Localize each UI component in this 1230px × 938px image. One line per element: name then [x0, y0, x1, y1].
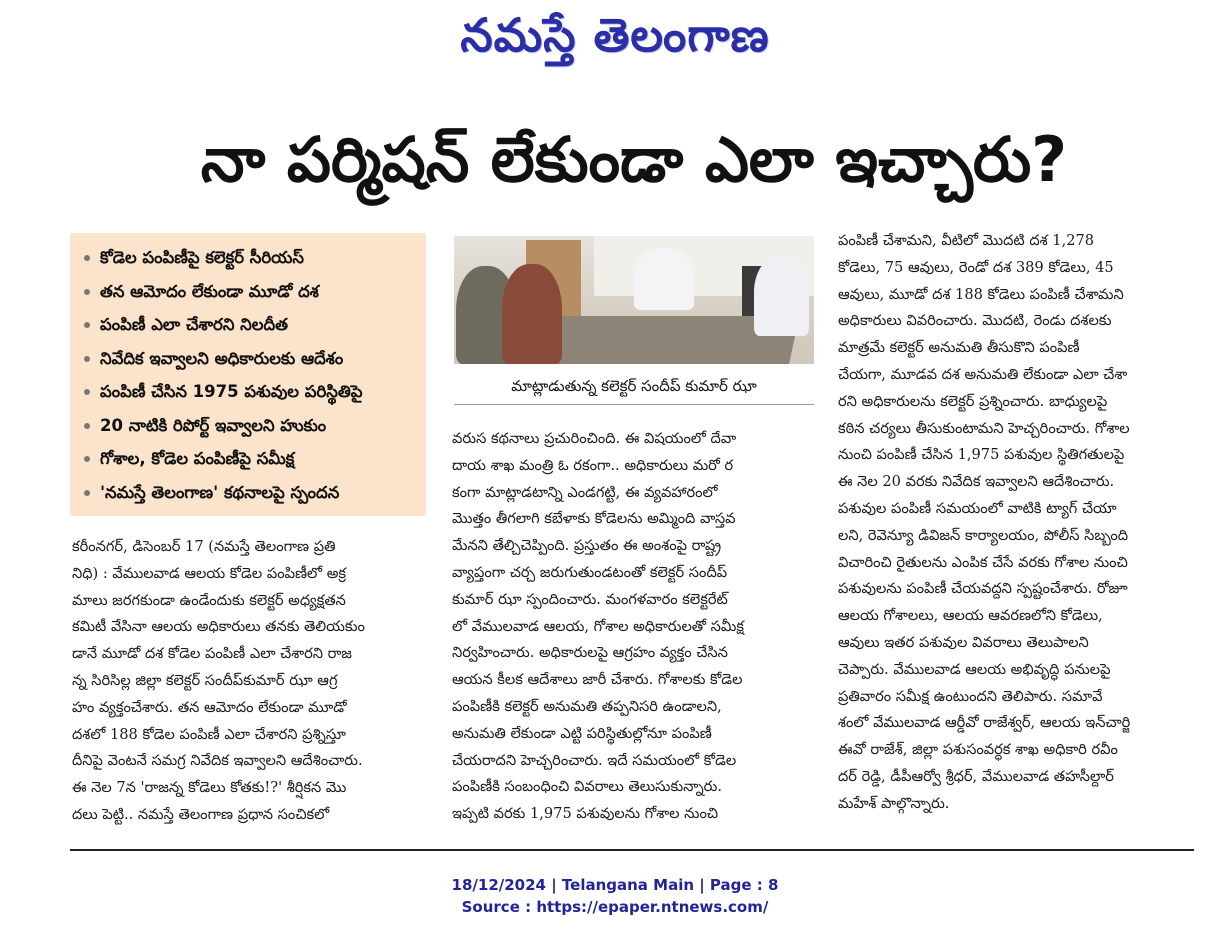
body-line: దీనిపై వెంటనే సమగ్ర నివేదిక ఇవ్వాలని ఆదేశించారు.: [72, 752, 363, 770]
body-line: అధికారులు వివరించారు. మొదటి, రెండు దశలకు: [838, 312, 1112, 330]
body-line: వ్యాప్తంగా చర్చ జరుగుతుండటంతో కలెక్టర్ సందీప్: [452, 563, 728, 581]
body-line: చేయరాదని హెచ్చరించారు. ఇదే సమయంలో కోడెల: [452, 751, 737, 769]
collector-meeting-photo: [454, 236, 814, 364]
body-line: ప్రతివారం సమీక్ష ఉంటుందని తెలిపారు. సమావే: [838, 687, 1103, 705]
article-column-3: [838, 228, 1196, 818]
body-line: ఈ నెల 20 వరకు నివేదిక ఇవ్వాలని ఆదేశించారు.: [838, 473, 1115, 491]
body-line: నుంచి పంపిణీ చేసిన 1,975 పశువుల స్థితిగతులపై: [838, 446, 1125, 464]
body-line: పశువులను పంపిణీ చేయవద్దని స్పష్టంచేశారు. రోజూ: [838, 580, 1128, 598]
body-line: ఈవో రాజేశ్, జిల్లా పశుసంవర్ధక శాఖ అధికారి రవీం: [838, 741, 1118, 759]
body-line: నిధి) : వేములవాడ ఆలయ కోడెల పంపిణీలో అక్ర: [72, 564, 346, 582]
page-footer: [0, 874, 1230, 918]
body-line: పంపిణీకి సంబంధించి వివరాలు తెలుసుకున్నారు.: [452, 778, 722, 796]
body-line: రని అధికారులను కలెక్టర్ ప్రశ్నించారు. బాధ్యులపై: [838, 392, 1108, 410]
photo-person: [502, 264, 562, 364]
article-headline: నా పర్మిషన్ లేకుండా ఎలా ఇచ్చారు?: [200, 123, 1068, 196]
body-line: పశువుల పంపిణీ సమయంలో వాటికి ట్యాగ్ చేయా: [838, 499, 1117, 517]
body-line: కఠిన చర్యలు తీసుకుంటామని హెచ్చరించారు. గోశాల: [838, 419, 1130, 437]
body-line: కరీంనగర్, డిసెంబర్ 17 (నమస్తే తెలంగాణ ప్రతి: [72, 538, 336, 555]
highlight-item: 20 నాటికి రిపోర్ట్ ఇవ్వాలని హుకుం: [82, 409, 418, 443]
body-line: ఆవులు, మూడో దశ 188 కోడెలు పంపిణీ చేశామని: [838, 285, 1124, 303]
body-line: ఈ నెల 7న 'రాజన్న కోడెలు కోతకు!?' శీర్షికన మొ: [72, 779, 347, 797]
body-line: కోడెలు, 75 ఆవులు, రెండో దశ 389 కోడెలు, 45: [838, 258, 1114, 276]
body-line: పంపిణీకి కలెక్టర్ అనుమతి తప్పనిసరి ఉండాలని,: [452, 697, 722, 715]
body-line: దర్ రెడ్డి, డీపీఆర్వో శ్రీధర్, వేములవాడ తహసీల్దార్: [838, 767, 1114, 785]
body-line: ఆయన కీలక ఆదేశాలు జారీ చేశారు. గోశాలకు కోడెల: [452, 671, 743, 689]
body-line: చేయగా, మూడవ దశ అనుమతి లేకుండా ఎలా చేశా: [838, 365, 1128, 383]
bottom-divider: [70, 849, 1194, 851]
body-line: లో వేములవాడ ఆలయ, గోశాల అధికారులతో సమీక్ష: [452, 617, 744, 635]
body-line: పంపిణీ చేశామని, వీటిలో మొదటి దశ 1,278: [838, 232, 1095, 249]
body-line: మొత్తం తీగలాగి కబేళాకు కోడెలను అమ్మింది వాస్తవ: [452, 510, 736, 528]
highlight-item: కోడెల పంపిణీపై కలెక్టర్ సీరియస్: [82, 241, 418, 275]
highlight-item: తన ఆమోదం లేకుండా మూడో దశ: [82, 275, 418, 309]
body-line: కుమార్ ఝా స్పందించారు. మంగళవారం కలెక్టరేట్: [452, 590, 728, 608]
body-line: నిర్వహించారు. అధికారులపై ఆగ్రహం వ్యక్తం చేసిన: [452, 644, 728, 662]
highlight-item: 'నమస్తే తెలంగాణ' కథనాలపై స్పందన: [82, 476, 418, 510]
body-line: మాలు జరగకుండా ఉండేందుకు కలెక్టర్ అధ్యక్షతన: [72, 591, 346, 609]
body-line: హం వ్యక్తంచేశారు. తన ఆమోదం లేకుండా మూడో: [72, 698, 347, 716]
article-column-2: [452, 426, 812, 828]
body-line: కమిటీ వేసినా ఆలయ అధికారులు తనకు తెలియకుం: [72, 618, 365, 636]
highlights-list: [82, 241, 418, 509]
masthead-logo-text: నమస్తే తెలంగాణ: [460, 8, 770, 62]
body-line: మాత్రమే కలెక్టర్ అనుమతి తీసుకొని పంపిణీ: [838, 339, 1080, 357]
highlight-item: పంపిణీ చేసిన 1975 పశువుల పరిస్థితిపై: [82, 375, 418, 409]
highlight-item: గోశాల, కోడెల పంపిణీపై సమీక్ష: [82, 442, 418, 476]
body-line: మేనని తేల్చిచెప్పింది. ప్రస్తుతం ఈ అంశంపై రాష్ట్ర: [452, 537, 722, 555]
photo-person: [634, 248, 694, 310]
photo-person: [754, 256, 809, 336]
body-line: దలు పెట్టి.. నమస్తే తెలంగాణ ప్రధాన సంచికలో: [72, 805, 330, 823]
body-line: న్న సిరిసిల్ల జిల్లా కలెక్టర్ సందీప్‌కుమార్ ఝా ఆగ్ర: [72, 671, 338, 689]
body-line: విచారించి రైతులను ఎంపిక చేసే వరకు గోశాల నుంచి: [838, 553, 1128, 571]
body-line: ఇప్పటి వరకు 1,975 పశువులను గోశాల నుంచి: [452, 805, 719, 823]
body-line: కంగా మాట్లాడటాన్ని ఎండగట్టి, ఈ వ్యవహారంలో: [452, 483, 718, 501]
highlight-item: నివేదిక ఇవ్వాలని అధికారులకు ఆదేశం: [82, 342, 418, 376]
photo-caption: మాట్లాడుతున్న కలెక్టర్ సందీప్ కుమార్ ఝా: [454, 368, 814, 405]
footer-source-link[interactable]: Source : https://epaper.ntnews.com/: [461, 898, 769, 916]
body-line: ఆవులు ఇతర పశువుల వివరాలు తెలుపాలని: [838, 633, 1089, 651]
highlights-box: [70, 233, 426, 516]
body-line: వరుస కథనాలు ప్రచురించింది. ఈ విషయంలో దేవా: [452, 430, 737, 447]
body-line: మహేశ్ పాల్గొన్నారు.: [838, 794, 950, 812]
body-line: శంలో వేములవాడ ఆర్డీవో రాజేశ్వర్, ఆలయ ఇన్‌చార్జి: [838, 714, 1131, 732]
newspaper-masthead: [400, 6, 830, 76]
highlight-item: పంపిణీ ఎలా చేశారని నిలదీత: [82, 308, 418, 342]
body-line: దాయ శాఖ మంత్రి ఓ రకంగా.. అధికారులు మరో ర: [452, 456, 734, 474]
body-line: లని, రెవెన్యూ డివిజన్ కార్యాలయం, పోలీస్ సిబ్బంది: [838, 526, 1129, 544]
body-line: చెప్పారు. వేములవాడ ఆలయ అభివృద్ధి పనులపై: [838, 660, 1111, 678]
article-column-1: [72, 534, 428, 829]
body-line: దశలో 188 కోడెల పంపిణీ ఎలా చేశారని ప్రశ్నిస్తూ: [72, 725, 346, 743]
body-line: డానే మూడో దశ కోడెల పంపిణీ ఎలా చేశారని రాజ: [72, 645, 352, 663]
body-line: ఆలయ గోశాలలు, ఆలయ ఆవరణలోని కోడెలు,: [838, 607, 1103, 625]
body-line: అనుమతి లేకుండా ఎట్టి పరిస్థితుల్లోనూ పంపిణీ: [452, 724, 712, 742]
footer-date-edition: 18/12/2024 | Telangana Main | Page : 8: [451, 876, 779, 894]
